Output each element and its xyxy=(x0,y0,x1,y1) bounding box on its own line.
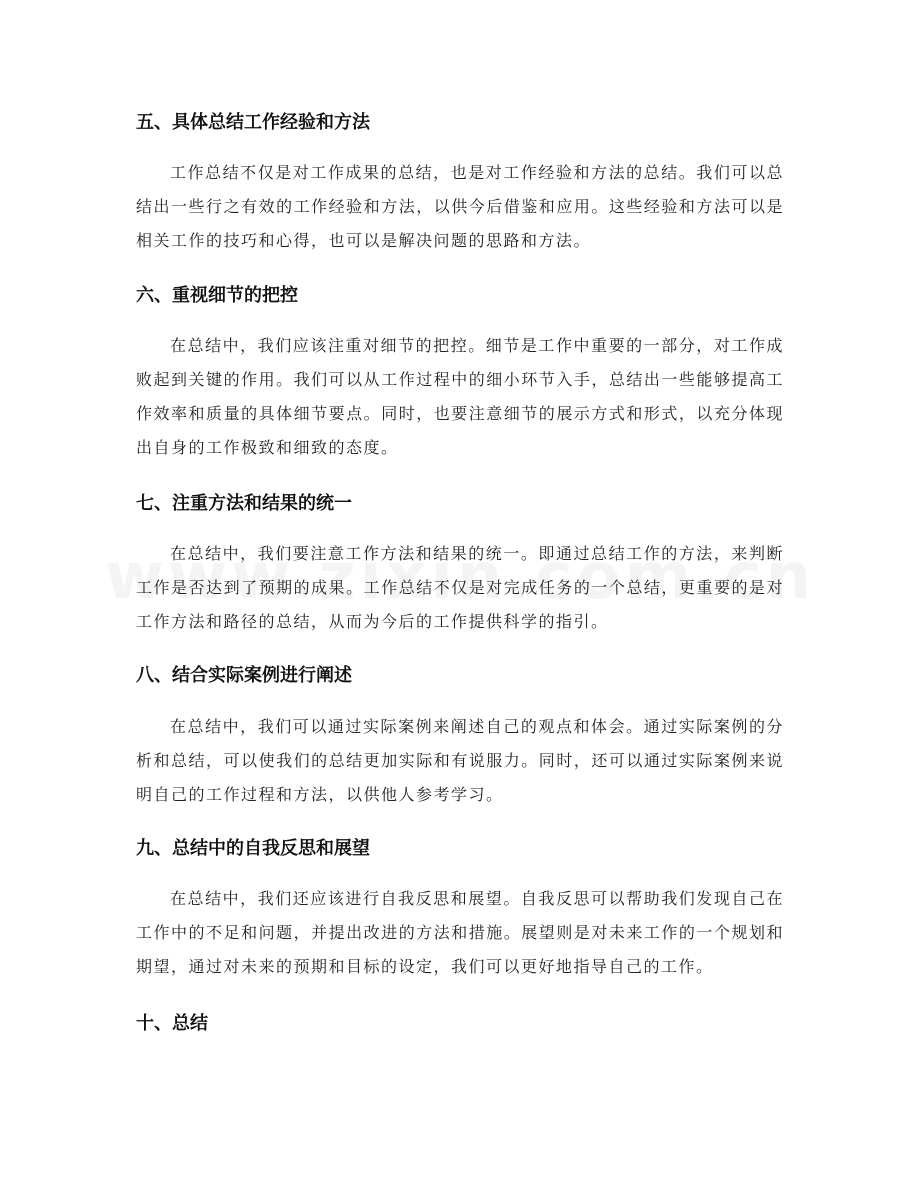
section-heading-5: 五、具体总结工作经验和方法 xyxy=(136,112,370,133)
section-paragraph-6: 在总结中，我们应该注重对细节的把控。细节是工作中重要的一部分，对工作成败起到关键的作用。我们可以从工作过程中的细小环节入手，总结出一些能够提高工作效率和质量的具体细节要点。同时，也要注意细节的展示方式和形式，以充分体现出自身的工作极致和细致的态度。 xyxy=(136,336,784,457)
section-heading-9: 九、总结中的自我反思和展望 xyxy=(136,838,370,859)
section-paragraph-5: 工作总结不仅是对工作成果的总结，也是对工作经验和方法的总结。我们可以总结出一些行之有效的工作经验和方法，以供今后借鉴和应用。这些经验和方法可以是相关工作的技巧和心得，也可以是解决问题的思路和方法。 xyxy=(136,163,784,250)
section-heading-8: 八、结合实际案例进行阐述 xyxy=(136,665,352,686)
section-heading-7: 七、注重方法和结果的统一 xyxy=(136,493,352,514)
section-paragraph-7: 在总结中，我们要注意工作方法和结果的统一。即通过总结工作的方法，来判断工作是否达到了预期的成果。工作总结不仅是对完成任务的一个总结，更重要的是对工作方法和路径的总结，从而为今后的工作提供科学的指引。 xyxy=(136,544,784,631)
section-heading-6: 六、重视细节的把控 xyxy=(136,285,298,306)
section-paragraph-9: 在总结中，我们还应该进行自我反思和展望。自我反思可以帮助我们发现自己在工作中的不足和问题，并提出改进的方法和措施。展望则是对未来工作的一个规划和期望，通过对未来的预期和目标的设定，我们可以更好地指导自己的工作。 xyxy=(136,889,784,976)
section-heading-10: 十、总结 xyxy=(136,1013,208,1034)
section-paragraph-8: 在总结中，我们可以通过实际案例来阐述自己的观点和体会。通过实际案例的分析和总结，可以使我们的总结更加实际和有说服力。同时，还可以通过实际案例来说明自己的工作过程和方法，以供他人参考学习。 xyxy=(136,717,784,804)
